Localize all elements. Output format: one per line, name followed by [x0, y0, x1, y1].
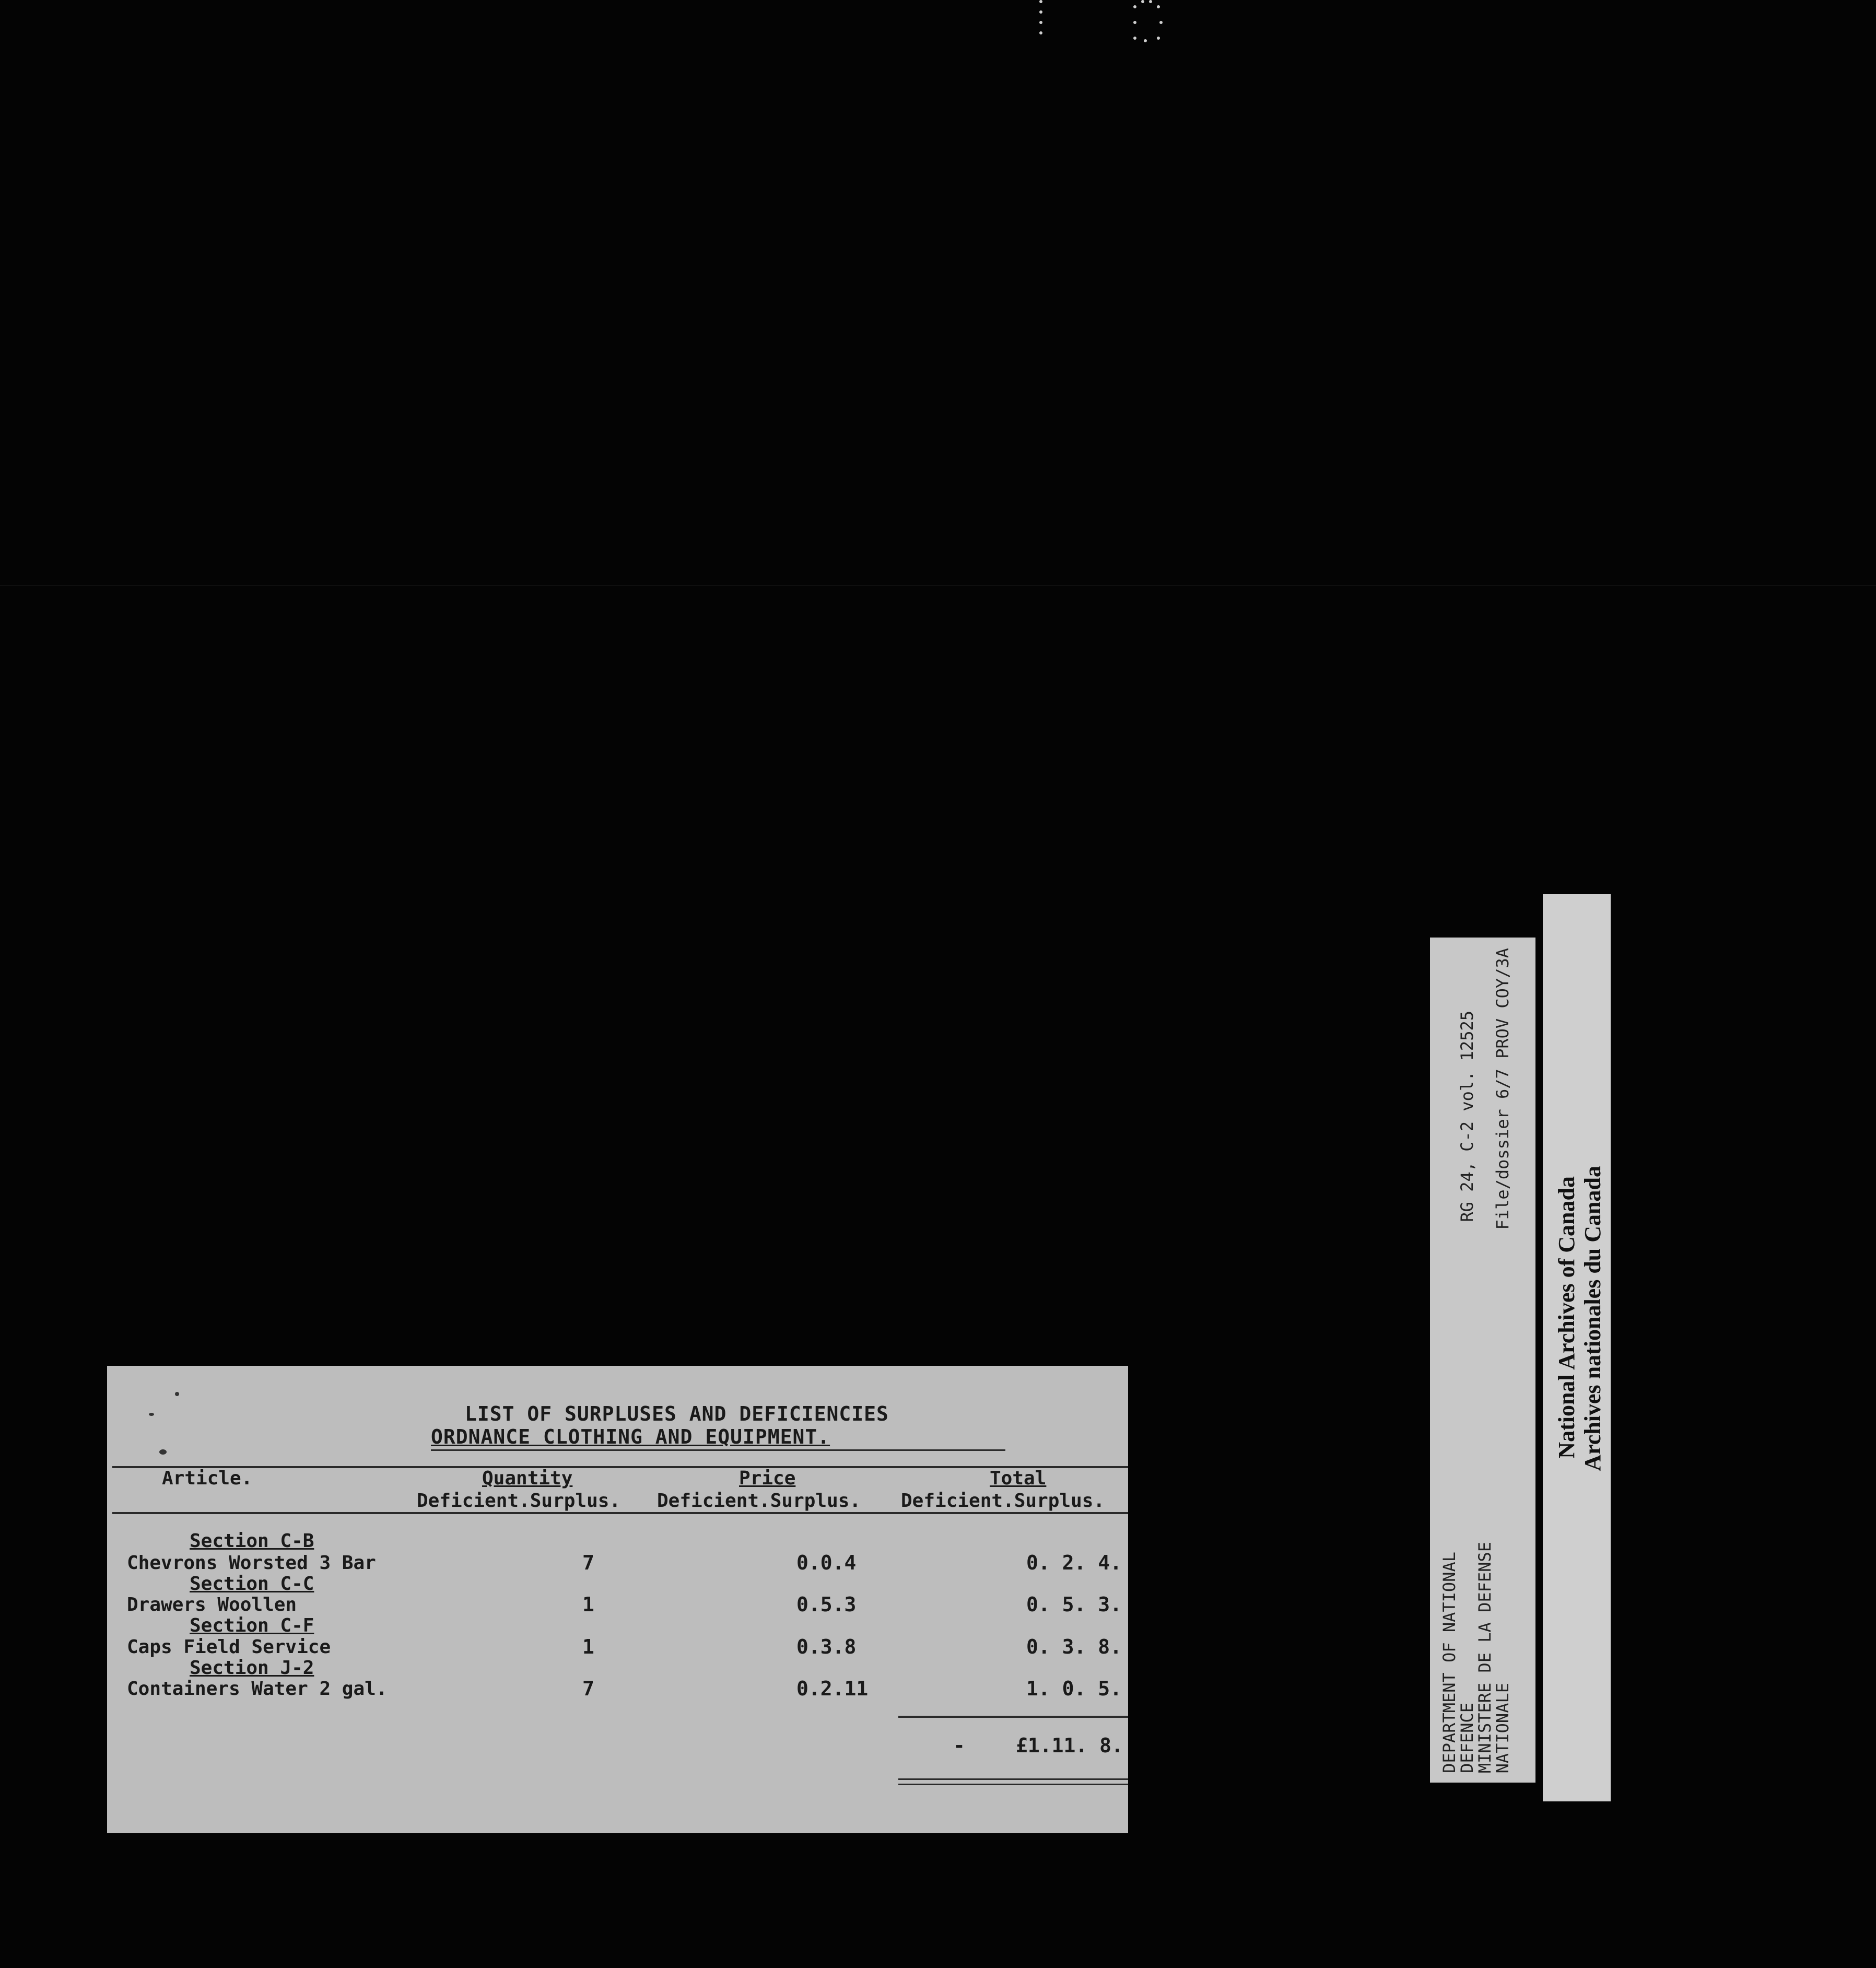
- record-group-reference: RG 24, C-2 vol. 12525: [1457, 1011, 1477, 1222]
- header-top-rule: [112, 1466, 1128, 1468]
- price-value: 0.0.4: [796, 1551, 857, 1574]
- article-name: Caps Field Service: [127, 1636, 331, 1658]
- dept-english-line2: DEFENCE: [1457, 1703, 1477, 1773]
- dept-english-line1: DEPARTMENT OF NATIONAL: [1439, 1552, 1459, 1773]
- archives-name-english: National Archives of Canada: [1554, 1176, 1579, 1459]
- document-subtitle: ORDNANCE CLOTHING AND EQUIPMENT.: [431, 1425, 830, 1448]
- price-value: 0.5.3: [796, 1593, 857, 1616]
- scan-artifact-line: [0, 585, 1876, 586]
- section-heading: Section C-F: [190, 1615, 314, 1636]
- price-value: 0.3.8: [796, 1635, 857, 1658]
- double-rule-bottom: [898, 1784, 1128, 1785]
- dept-french-line1: MINISTERE DE LA DEFENSE: [1475, 1541, 1495, 1773]
- section-heading: Section C-C: [190, 1573, 314, 1595]
- total-deficient: 0. 2. 4.: [1026, 1551, 1122, 1574]
- column-quantity-sub: Deficient.Surplus.: [417, 1490, 621, 1512]
- header-bottom-rule: [112, 1512, 1128, 1514]
- subtitle-rule: [431, 1449, 1005, 1451]
- column-total-sub: Deficient.Surplus.: [901, 1490, 1105, 1512]
- total-deficient: 0. 3. 8.: [1026, 1635, 1122, 1658]
- article-name: Chevrons Worsted 3 Bar: [127, 1552, 376, 1574]
- archive-stamp-label: [1543, 894, 1611, 1801]
- grand-total-amount: £1.11. 8.: [1016, 1734, 1123, 1757]
- quantity-deficient: 1: [582, 1593, 594, 1616]
- total-deficient: 0. 5. 3.: [1026, 1593, 1122, 1616]
- column-price-sub: Deficient.Surplus.: [657, 1490, 861, 1512]
- file-reference: File/dossier 6/7 PROV COY/3A: [1493, 948, 1512, 1230]
- quantity-deficient: 7: [582, 1677, 594, 1700]
- price-value: 0.2.11: [796, 1677, 869, 1700]
- double-rule-top: [898, 1778, 1128, 1780]
- archives-name-french: Archives nationales du Canada: [1580, 1166, 1605, 1471]
- total-deficient: 1. 0. 5.: [1026, 1677, 1122, 1700]
- film-perforation-marks: [1039, 0, 1175, 47]
- archive-reference-label: [1430, 938, 1535, 1783]
- column-quantity: Quantity: [482, 1468, 573, 1489]
- section-heading: Section J-2: [190, 1657, 314, 1679]
- subtotal-rule: [898, 1716, 1128, 1718]
- column-article: Article.: [162, 1468, 253, 1489]
- grand-total-dash: -: [953, 1734, 965, 1757]
- column-total: Total: [990, 1468, 1047, 1489]
- quantity-deficient: 1: [582, 1635, 594, 1658]
- document-slip: [107, 1366, 1128, 1833]
- quantity-deficient: 7: [582, 1551, 594, 1574]
- ink-speck: [149, 1413, 154, 1416]
- ink-speck: [159, 1449, 167, 1455]
- column-price: Price: [739, 1468, 796, 1489]
- article-name: Containers Water 2 gal.: [127, 1678, 388, 1700]
- ink-speck: [175, 1392, 179, 1396]
- section-heading: Section C-B: [190, 1530, 314, 1552]
- document-title: LIST OF SURPLUSES AND DEFICIENCIES: [465, 1402, 889, 1425]
- article-name: Drawers Woollen: [127, 1594, 297, 1615]
- dept-french-line2: NATIONALE: [1493, 1682, 1512, 1773]
